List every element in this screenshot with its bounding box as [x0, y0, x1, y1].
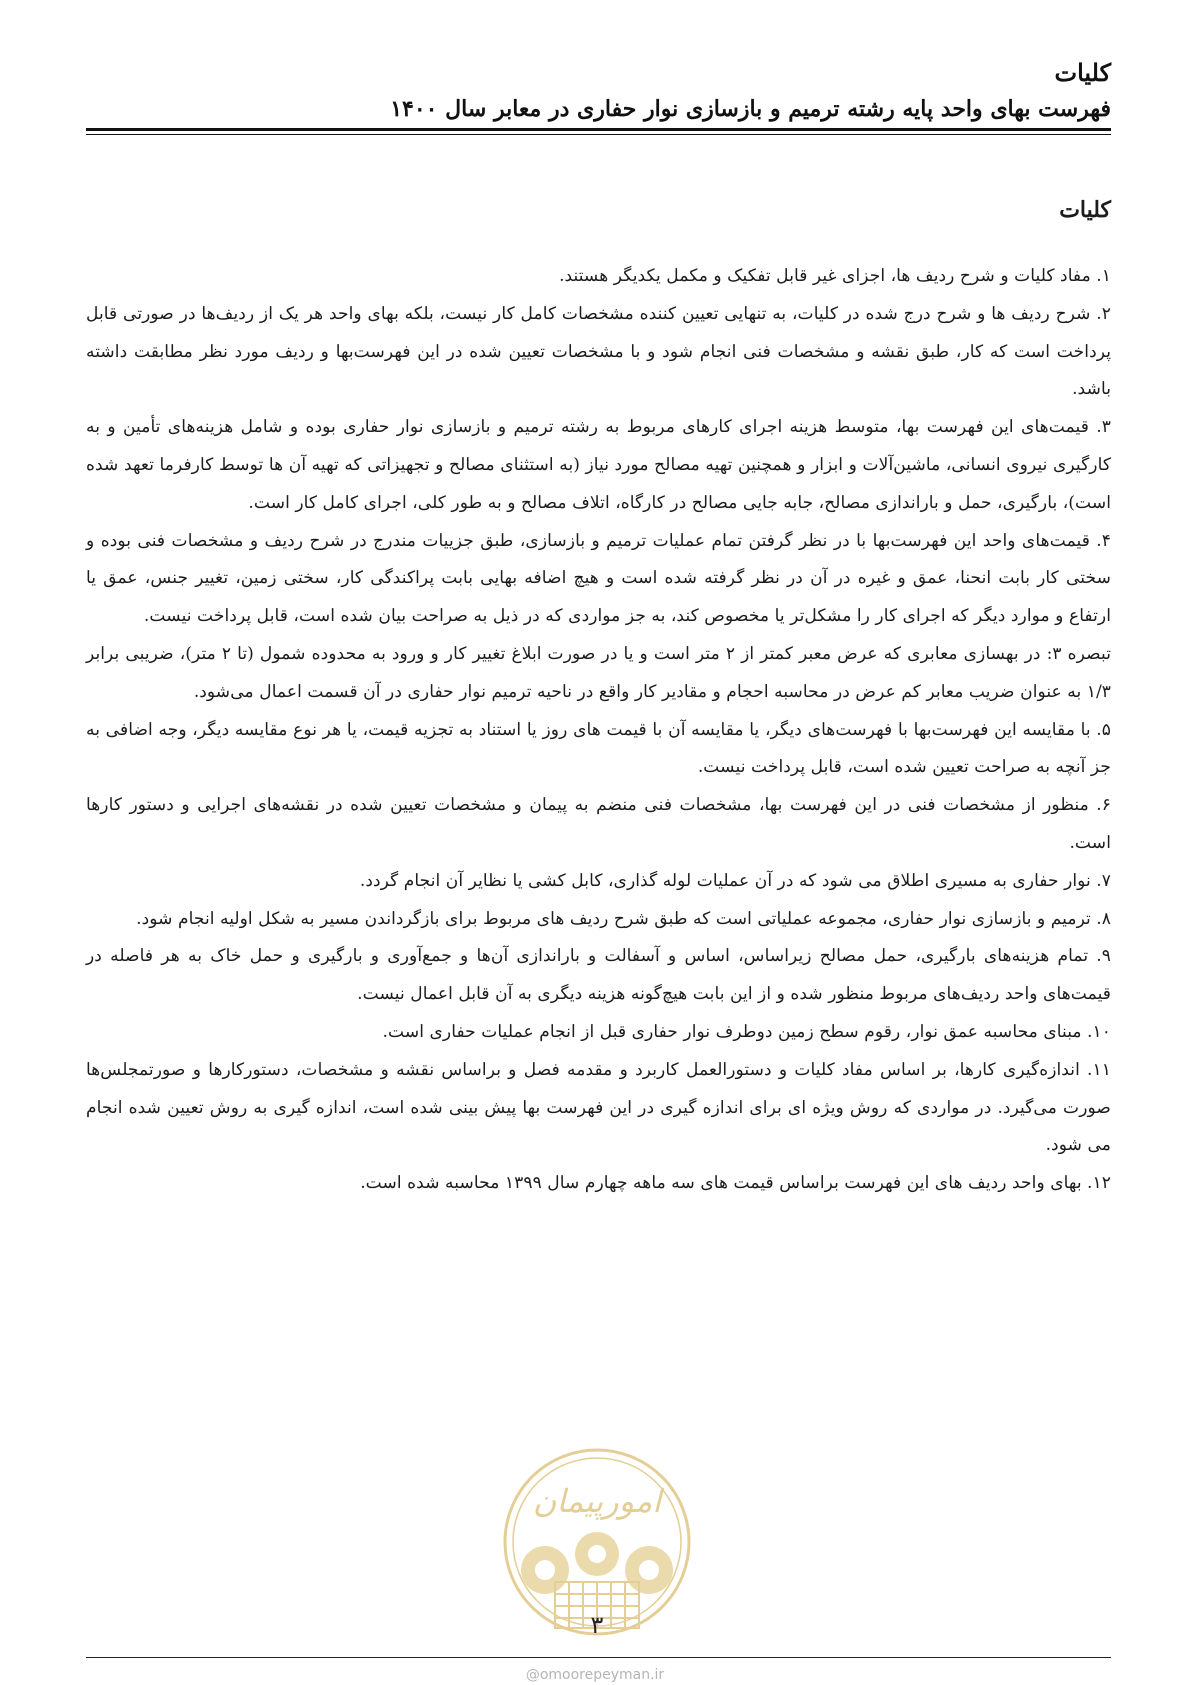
footer-rule	[86, 1657, 1111, 1658]
paragraph-1: ۱. مفاد کلیات و شرح ردیف ها، اجزای غیر قابل تفکیک و مکمل یکدیگر هستند.	[559, 266, 1111, 286]
paragraph-5: ۵. با مقایسه این فهرست‌بها با فهرست‌های دیگر، یا مقایسه آن با قیمت های روز یا استناد به تجزیه قیمت، یا هر نوع مقایسه دیگر، وجه اضافی به جز آنچه به صراحت تعیین شده است، قابل پرداخت نیست.	[86, 719, 1111, 778]
paragraph-3: ۳. قیمت‌های این فهرست بها، متوسط هزینه اجرای کارهای مربوط به رشته ترمیم و بازسازی نوار حفاری بوده و شامل هزینه‌های تأمین و به کارگیری نیروی انسانی، ماشین‌آلات و ابزار و همچنین تهیه مصالح مورد نیاز (به استثنای مصالح و تجهیزاتی که تهیه آن ها توسط کارفرما تعهد شده است)، بارگیری، حمل و باراندازی مصالح، جابه جایی مصالح در کارگاه، اتلاف مصالح و به طور کلی، اجرای کامل کار است.	[86, 417, 1111, 513]
logo-text: امورپیمان	[532, 1482, 662, 1520]
paragraph-11: ۱۱. اندازه‌گیری کارها، بر اساس مفاد کلیات و دستورالعمل کاربرد و مقدمه فصل و براساس نقشه و مشخصات، دستورکارها و صورتمجلس‌ها صورت می‌گیرد. در مواردی که روش ویژه ای برای اندازه گیری در این فهرست بها پیش بینی شده است، اندازه گیری به روش تعیین شده انجام می شود.	[86, 1059, 1111, 1156]
watermark: @omoorepeyman.ir	[525, 1667, 665, 1683]
paragraph-2: ۲. شرح ردیف ها و شرح درج شده در کلیات، به تنهایی تعیین کننده مشخصات کامل کار نیست، بلکه بهای واحد هر یک از ردیف‌ها در صورتی قابل پرداخت است که کار، طبق نقشه و مشخصات فنی انجام شود و با مشخصات تعیین شده در این فهرست‌بها و ردیف مورد نظر مطابقت داشته باشد.	[86, 303, 1111, 400]
section-title: کلیات	[1059, 197, 1111, 223]
paragraph-4: ۴. قیمت‌های واحد این فهرست‌بها با در نظر گرفتن تمام عملیات ترمیم و بازسازی، طبق جزییات مندرج در شرح ردیف و مشخصات فنی بوده و سختی کار بابت انحنا، عمق و غیره در آن در نظر گرفته شده است و هیچ اضافه بهایی بابت پراکندگی کار، سختی زمین، تغییر جنس، عمق یا ارتفاع و موارد دیگر که اجرای کار را مشکل‌تر یا مخصوص کند، به جز مواردی که در ذیل به صراحت بیان شده است، قابل پرداخت نیست.	[86, 530, 1111, 627]
paragraph-10: ۱۰. مبنای محاسبه عمق نوار، رقوم سطح زمین دوطرف نوار حفاری قبل از انجام عملیات حفاری است.	[382, 1021, 1111, 1042]
header-title: کلیات	[1054, 58, 1111, 87]
header-rule-thick	[86, 128, 1111, 131]
body-text	[86, 258, 1111, 1203]
paragraph-12: ۱۲. بهای واحد ردیف های این فهرست براساس قیمت های سه ماهه چهارم سال ۱۳۹۹ محاسبه شده است.	[360, 1173, 1111, 1194]
note-3: تبصره ۳: در بهسازی معابری که عرض معبر کمتر از ۲ متر است و یا در صورت ابلاغ تغییر کار و ورود به محدوده شمول (تا ۲ متر)، ضریبی برابر ۱/۳ به عنوان ضریب معابر کم عرض در محاسبه احجام و مقادیر کار واقع در ناحیه ترمیم نوار حفاری در آن قسمت اعمال می‌شود.	[86, 643, 1112, 702]
paragraph-9: ۹. تمام هزینه‌های بارگیری، حمل مصالح زیراساس، اساس و آسفالت و باراندازی آن‌ها و جمع‌آوری و بارگیری و حمل خاک به هر فاصله در قیمت‌های واحد ردیف‌های مربوط منظور شده و از این بابت هیچ‌گونه هزینه دیگری به آن قابل اعمال نیست.	[86, 946, 1111, 1005]
paragraph-7: ۷. نوار حفاری به مسیری اطلاق می شود که در آن عملیات لوله گذاری، کابل کشی یا نظایر آن انجام گردد.	[359, 870, 1111, 891]
header-rule-thin	[86, 134, 1111, 135]
page-number: ۳	[590, 1611, 604, 1639]
header-subtitle: فهرست بهای واحد پایه رشته ترمیم و بازسازی نوار حفاری در معابر سال ۱۴۰۰	[390, 96, 1111, 122]
paragraph-6: ۶. منظور از مشخصات فنی در این فهرست بها، مشخصات فنی منضم به پیمان و مشخصات تعیین شده در نقشه‌های اجرایی و دستور کارها است.	[86, 795, 1111, 853]
paragraph-8: ۸. ترمیم و بازسازی نوار حفاری، مجموعه عملیاتی است که طبق شرح ردیف های مربوط برای بازگرداندن مسیر به شکل اولیه انجام شود.	[136, 908, 1111, 929]
